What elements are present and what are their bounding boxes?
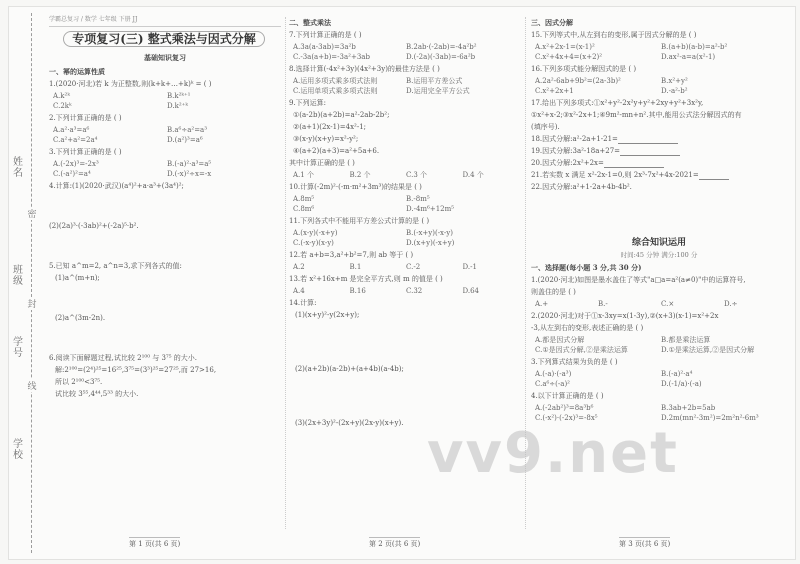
question-text: 20.因式分解:2x²+2x= [531,159,604,167]
question-part: (1)(x+y)²-y(2x+y); [295,311,360,319]
question-part: -3,从左到右的变形,表述正确的是 ( ) [531,324,644,332]
option: C.(-x²)·(-2x)³=-8x⁵ [535,414,598,422]
column-1 [49,15,281,401]
question-part: 所以 2¹⁰⁰<3⁷⁵. [55,378,103,386]
option: C.①是因式分解,②是乘法运算 [535,346,628,354]
option: A.3a(a-3ab)=3a²b [293,43,356,51]
option: A.a²·a³=a⁶ [53,126,90,134]
option: A.2a²-6ab+9b²=(2a-3b)² [535,77,621,85]
student-number-label: 学号 [13,337,23,359]
option: D.4 个 [462,171,484,179]
question: 9.下列运算: [289,99,327,107]
question-part: (2)a^(3m-2n). [55,314,106,322]
page-footer: 第 1 页(共 6 页) [129,537,180,549]
question-part: 解:2¹⁰⁰=(2⁴)²⁵=16²⁵,3⁷⁵=(3³)²⁵=27²⁵,而 27>16, [55,366,217,374]
list-item: ③(x-y)(x+y)=x²-y²; [293,135,359,143]
options [53,159,281,179]
option: B.运用平方差公式 [406,77,463,85]
options [293,170,519,180]
question: 2.(2020·河北)对于①x-3xy=x(1-3y),②(x+3)(x-1)=x²+2x [531,312,719,320]
question: 15.下列等式中,从左到右的变形,属于因式分解的是 ( ) [531,31,697,39]
option: A.(-a)·(-a³) [535,370,572,378]
option: B.a⁶÷a²=a³ [167,126,208,134]
option: C.-2 [406,263,421,271]
question: 22.因式分解:a²+1-2a+4b-4b². [531,183,632,191]
options [535,76,787,96]
option: B.x²+y² [661,77,688,85]
question: 5.已知 a^m=2, a^n=3,求下列各式的值: [49,262,182,270]
question [531,158,787,168]
options [293,42,519,62]
option: B.(a+b)(a-b)=a²-b² [661,43,728,51]
question: 3.下列算式结果为负的是 ( ) [531,358,618,366]
question-text: 21.若实数 x 满足 x²-2x-1=0,则 2x³-7x²+4x-2021= [531,171,699,179]
option: A.2 [293,263,305,271]
option: D.(a²)³=a⁶ [167,136,203,144]
question-text: 18.因式分解:a²-2a+1-21= [531,135,618,143]
option: C.a²+a²=2a⁴ [53,136,98,144]
option: C.a⁶÷(-a)² [535,380,570,388]
option: C.(-a²)²=a⁴ [53,170,91,178]
watermark: vv9.net [427,421,679,486]
option: B.- [598,300,608,308]
list-item: ②(a+1)(2x-1)=4x²-1; [293,123,367,131]
question: 14.计算: [289,299,317,307]
question: 4.以下计算正确的是 ( ) [531,392,604,400]
option: C.x²+4x+4=(x+2)² [535,53,603,61]
school-label: 学校 [13,439,23,461]
option: D.ax²-a=a(x²-1) [661,53,716,61]
question: 4.计算:(1)(2020·武汉)(a⁴)²+a·a³+(3a⁴)²; [49,182,184,190]
question: 17.给出下列多项式:①x²+y²-2x²y+y²+2xy+y²+3x²y, [531,99,704,107]
option: B.2ab·(-2ab)=-4a²b² [406,43,477,51]
section-heading: 三、因式分解 [531,18,573,27]
option: B.3ab+2b=5ab [661,404,716,412]
option: C.运用单项式乘多项式法则 [293,87,378,95]
option: A.x²+2x-1=(x-1)² [535,43,595,51]
question [531,134,787,144]
exam-sheet [8,6,796,560]
option: D.-4m⁶+12m⁵ [406,205,455,213]
options [293,228,519,248]
question-part: (填序号). [531,123,560,131]
question: 6.阅读下面解题过程,试比较 2¹⁰⁰ 与 3⁷⁵ 的大小. [49,354,197,362]
option: D.(-x)²÷x=-x [167,170,212,178]
question-part: (1)a^(m+n); [55,274,100,282]
binding-margin [9,7,43,559]
options [535,335,787,355]
options [293,286,519,296]
cut-mark-mi: 密 [26,207,38,220]
option: D.2m(mn²-3m²)=2m²n²-6m³ [661,414,759,422]
question: 8.选择计算(-4x²+3y)(4x²+3y)的最佳方法是 ( ) [289,65,440,73]
option: D.64 [462,287,479,295]
option: D.k²⁺ᵏ [167,102,188,110]
question: 7.下列计算正确的是 ( ) [289,31,362,39]
section-heading: 一、幂的运算性质 [49,67,105,76]
option: B.都是乘法运算 [661,336,711,344]
cut-mark-feng: 封 [26,297,38,310]
column-2 [289,15,519,430]
question-part: (2)(a+2b)(a-2b)+(a+4b)(a-4b); [295,365,404,373]
option: A.(x-y)(-x+y) [293,229,338,237]
column-divider [285,17,286,529]
options [535,403,787,423]
option: D.(-2a)(-3ab)=-6a²b [406,53,476,61]
option: C.8m⁶ [293,205,315,213]
page-title: 专项复习(三) 整式乘法与因式分解 [63,31,265,47]
option: D.-a²-b² [661,87,688,95]
option: A.(-2x)³=-2x³ [53,160,99,168]
option: C.(-x-y)(x-y) [293,239,334,247]
options [53,91,281,111]
subtitle: 基础知识复习 [144,53,186,62]
options [535,369,787,389]
cut-mark-xian: 线 [26,379,38,392]
question-part: ①x²+x-2;③x²-2x+1;④9m²-mn+n².其中,能用公式法分解因式的有 [531,111,742,119]
question: 13.若 x²+16x+m 是完全平方式,则 m 的值是 ( ) [289,275,443,283]
option: B.16 [349,287,366,295]
option: A.k²ᵏ [53,92,70,100]
option: B.2 个 [349,171,371,179]
option: C.3 个 [406,171,428,179]
option: A.+ [535,300,549,308]
options [535,42,787,62]
option: A.8m⁵ [293,195,315,203]
name-label: 姓名 [13,157,23,179]
option: A.运用多项式乘多项式法则 [293,77,378,85]
option: C.-3a(a+b)=-3a²+3ab [293,53,370,61]
question [531,146,787,156]
section-title: 综合知识运用 [631,238,686,248]
option: C.x²+2x+1 [535,87,574,95]
options [293,262,519,272]
question-part: (3)(2x+3y)²-(2x+y)(2x-y)(x+y). [295,419,404,427]
question: 2.下列计算正确的是 ( ) [49,114,122,122]
question: 12.若 a+b=3,a²+b²=7,则 ab 等于 ( ) [289,251,414,259]
question-part: 试比较 3⁵⁵,4⁴⁴,5³³ 的大小. [55,390,139,398]
question [531,170,787,180]
question: 11.下列各式中不能用平方差公式计算的是 ( ) [289,217,430,225]
section-heading: 一、选择题(每小题 3 分,共 30 分) [531,263,642,272]
class-label: 班级 [13,265,23,287]
option: B.(-x+y)(-x-y) [406,229,453,237]
options [535,299,787,309]
option: D.①是乘法运算,②是因式分解 [661,346,755,354]
option: C.2kᵏ [53,102,72,110]
column-3 [531,15,787,424]
binding-dashed-line [31,13,32,553]
option: A.4 [293,287,305,295]
answer-blank[interactable] [620,148,680,156]
option: C.32 [406,287,423,295]
option: B.-8m⁵ [406,195,430,203]
question-part: (2)(2a)³·(-3ab)²+(-2a)⁵·b². [49,222,139,230]
option: B.(-a)²·a³=a⁵ [167,160,212,168]
option: B.(-a)²·a⁴ [661,370,693,378]
answer-blank[interactable] [604,160,664,168]
question: 3.下列计算正确的是 ( ) [49,148,122,156]
option: D.运用完全平方公式 [406,87,470,95]
page-footer: 第 2 页(共 6 页) [369,537,420,549]
question: 1.(2020·河北)若 k 为正整数,则(k+k+…+k)ᵏ = ( ) [49,80,212,88]
option: D.(x+y)(-x+y) [406,239,455,247]
section-heading: 二、整式乘法 [289,18,331,27]
question: 16.下列多项式能分解因式的是 ( ) [531,65,637,73]
question: 10.计算(-2m)²·(-m·m²+3m³)的结果是 ( ) [289,183,422,191]
option: B.k²ᵏ⁺¹ [167,92,191,100]
section-meta: 时间:45 分钟 满分:100 分 [620,251,698,259]
header-line: 学霸总复习 / 数学 七年级 下册 JJ [49,15,281,27]
question-part: 则盖住的是 ( ) [531,288,576,296]
question-part: 其中计算正确的是 ( ) [289,159,355,167]
option: A.(-2ab²)³=8a³b⁶ [535,404,594,412]
page-footer: 第 3 页(共 6 页) [619,537,670,549]
options [293,194,519,214]
answer-blank[interactable] [699,172,729,180]
option: D.-1 [462,263,477,271]
option: D.(-1/a)·(-a) [661,380,702,388]
option: A.都是因式分解 [535,336,585,344]
list-item: ①(a-2b)(a+2b)=a²-2ab-2b²; [293,111,390,119]
list-item: ④(a+2)(a+3)=a²+5a+6. [293,147,380,155]
option: C.× [661,300,675,308]
option: B.1 [349,263,362,271]
question: 1.(2020·河北)如图是墨水盖住了等式"a□a=a²(a≠0)"中的运算符号, [531,276,746,284]
option: A.1 个 [293,171,314,179]
question-text: 19.因式分解:3a²-18a+27= [531,147,621,155]
answer-blank[interactable] [618,136,678,144]
option: D.÷ [724,300,738,308]
options [53,125,281,145]
options [293,76,519,96]
